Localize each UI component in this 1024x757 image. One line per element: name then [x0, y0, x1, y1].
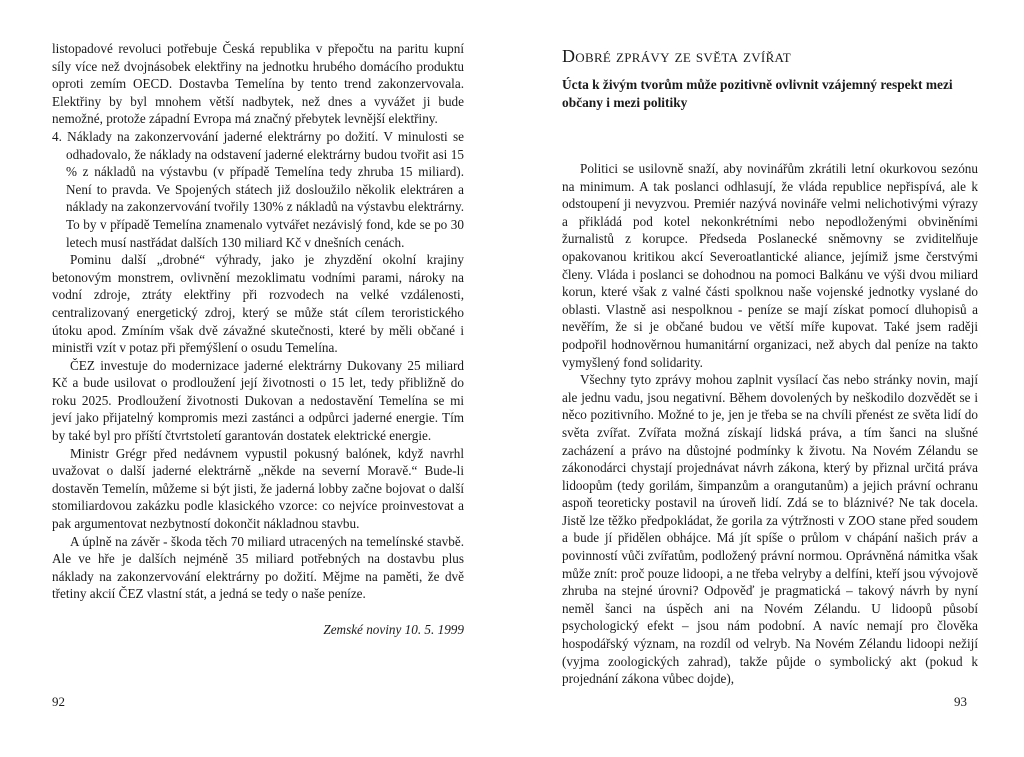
page-number-right: 93: [954, 694, 967, 709]
right-text-column: [562, 160, 978, 688]
paragraph: Pominu další „drobné“ výhrady, jako je zhyzdění okolní krajiny betonovým monstrem, ovlivnění mezoklimatu vodními parami, nároky na vodní zdroje, ztráty elektřiny při rozvodech na velké vzdálenosti, centralizovaný energetický zdroj, který se může stát cílem teroristického útoku apod. Zmíním však dvě závažné skutečnosti, které by měli občané i ministři vzít v potaz při přemýšlení o osudu Temelína.: [52, 252, 464, 356]
right-page: [512, 0, 1024, 757]
paragraph-numbered: 4. Náklady na zakonzervování jaderné elektrárny po dožití. V minulosti se odhadovalo, že náklady na odstavení jaderné elektrárny budou tvořit asi 15 % z nákladů na výstavbu (v případě Temelína tedy zhruba 15 miliard). Není to pravda. Ve Spojených státech již dosloužilo několik elektráren a náklady na zakonzervování tvořily 130% z nákladů na výstavbu elektrárny. To by v případě Temelína znamenalo vytvářet nezávislý fond, kde se po 30 letech musí nastřádat dalších 130 miliard Kč v dnešních cenách.: [52, 128, 464, 250]
paragraph: A úplně na závěr - škoda těch 70 miliard utracených na temelínské stavbě. Ale ve hře je dalších nejméně 35 miliard potřebných na dostavbu plus náklady na zakonzervování elektrárny po dožití. Mějme na paměti, že dvě třetiny akcií ČEZ vlastní stát, a jedná se tedy o naše peníze.: [52, 533, 464, 602]
article-source: Zemské noviny 10. 5. 1999: [323, 622, 464, 637]
paragraph: Ministr Grégr před nedávnem vypustil pokusný balónek, když navrhl uvažovat o další jaderné elektrárně „někde na severní Moravě.“ Bude-li dostavěn Temelín, můžeme si být jisti, že jaderná lobby začne bojovat o další stomiliardovou zakázku podle klasického vzorce: co nejvíce proinvestovat a pak argumentovat nezbytností dokončit nákladnou stavbu.: [52, 445, 464, 532]
paragraph: listopadové revoluci potřebuje Česká republika v přepočtu na paritu kupní síly více než dvojnásobek elektřiny na jednotku hrubého domácího produktu oproti zemím OECD. Dostavba Temelína by tento trend zakonzervovala. Elektřiny by byl mnohem větší nadbytek, než dnes a vyvážet ji bude nemožné, protože západní Evropa má značný přebytek levnější elektřiny.: [52, 41, 464, 127]
paragraph: ČEZ investuje do modernizace jaderné elektrárny Dukovany 25 miliard Kč a bude usilovat o prodloužení její životnosti o 15 let, tedy přibližně do roku 2025. Prodloužení životnosti Dukovan a nedostavění Temelína se mi jeví jako přijatelný kompromis mezi zastánci a odpůrci jaderné energie. Tím by také byl pro příští čtvrtstoletí garantován dostatek elektrické energie.: [52, 357, 464, 444]
left-text-column: [52, 40, 464, 639]
paragraph: Všechny tyto zprávy mohou zaplnit vysílací čas nebo stránky novin, mají ale jednu vadu, jsou negativní. Během dovolených by neškodilo dozvědět se i něco pozitivního. Možné to je, jen je třeba se na chvíli přenést ze světa lidí do světa zvířat. Zvířata možná získají lidská práva, a tím šanci na slušné zacházení a právo na důstojné podmínky k životu. Na Novém Zélandu se zákonodárci chystají projednávat návrh zákona, který by přiznal určitá práva lidoopům (tedy gorilám, šimpanzům a orangutanům) a jejich právní ochranu aspoň teoreticky postavil na úroveň lidí. Zdá se to bláznivé? Ne tak docela. Jistě lze těžko předpokládat, že gorila za výtržnosti v ZOO stane před soudem a bude jí přidělen obhájce. Má jít spíše o průlom v chápání našich práv a povinností vůči zvířatům, podložený právní normou. Oprávněná námitka však může znít: proč pouze lidoopi, a ne třeba velryby a delfíni, kteří jsou vývojově zhruba na stejné úrovni? Odpověď je pragmatická – takový návrh by nyní neměl šanci na úspěch ani na Novém Zélandu. U lidoopů působí psychologický efekt – jsou nám podobní. A navíc nemají pro člověka hospodářský význam, na rozdíl od velryb. Na Novém Zélandu lidoopi nežijí (vyjma zoologických zahrad), takže půjde o symbolický akt (pokud k projednání zákona vůbec dojde),: [562, 372, 978, 687]
page-number-left: 92: [52, 694, 65, 709]
article-title: Dobré zprávy ze světa zvířat: [562, 46, 792, 66]
paragraph: Politici se usilovně snaží, aby novinářům zkrátili letní okurkovou sezónu na minimum. A tak poslanci odhlasují, že vláda republice nepřispívá, ale k odstoupení ji nevyzvou. Premiér nazývá novináře velmi nelichotivými výrazy a přikládá pod kotel nekonkrétními nebo nepodloženými obviněními žurnalistů z korupce. Předseda Poslanecké sněmovny se zviditelňuje opakovanou kritikou akcí Severoatlantické aliance, jejímiž jsme čerstvými členy. Vláda i poslanci se dohodnou na pomoci Balkánu ve výši dvou miliard korun, které však z valné části spolknou naše vojenské jednotky vyslané do oblasti. Vlastně asi nespolknou - peníze se mají získat pomocí dluhopisů a nevěřím, že si je občané budou ve větší míře kupovat. Také jsem raději podpořil hodnověrnou humanitární organizaci, než abych dal peníze na takto vymyšlený fond solidarity.: [562, 161, 978, 370]
article-subtitle: Úcta k živým tvorům může pozitivně ovlivnit vzájemný respekt mezi občany i mezi politiky: [562, 77, 953, 110]
